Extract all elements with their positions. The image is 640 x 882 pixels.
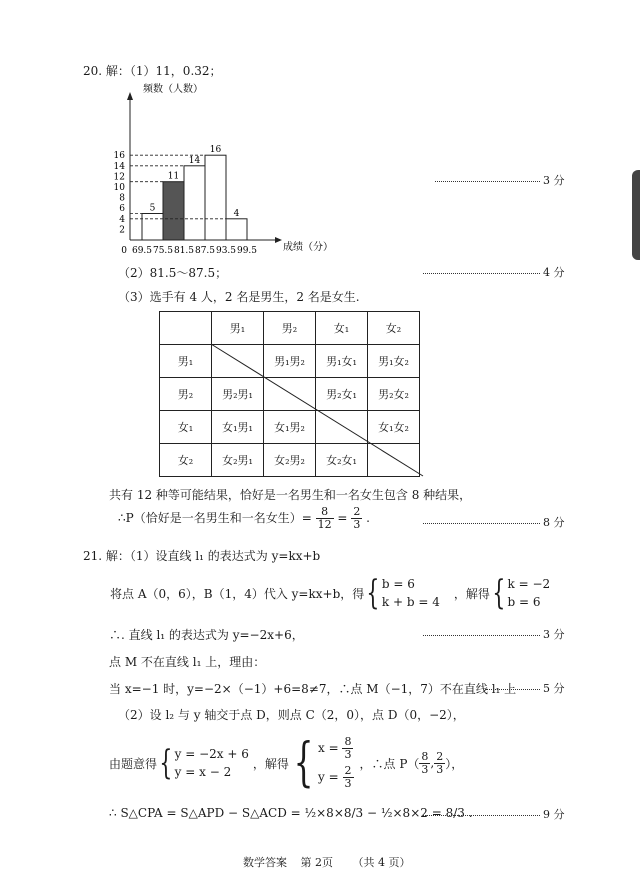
table-cell: 男₁男₂ <box>264 345 316 378</box>
left-brace: { <box>492 573 506 613</box>
solve-word: ，解得 <box>453 586 490 601</box>
left-brace: { <box>366 573 380 613</box>
period: . <box>366 511 370 525</box>
histogram-bar <box>142 214 163 241</box>
table-cell: 女₁ <box>160 411 212 444</box>
table-cell: 女₂ <box>160 444 212 477</box>
q21-score-3: 9 分 <box>423 806 565 822</box>
y-tick-label: 6 <box>119 204 125 215</box>
y-tick-label: 16 <box>113 151 125 162</box>
table-cell: 女₂ <box>368 312 420 345</box>
table-cell: 女₁男₂ <box>264 411 316 444</box>
point-p-end: ）， <box>445 756 464 771</box>
table-cell: 男₁ <box>160 345 212 378</box>
equals-sign: = <box>337 511 348 525</box>
q20-part-3: （3）选手有 4 人，2 名是男生，2 名是女生. <box>118 290 360 304</box>
table-cell: 男₂女₂ <box>368 378 420 411</box>
histogram-bar <box>163 182 184 240</box>
left-brace: { <box>293 733 314 793</box>
q20-heading: 20. 解：（1）11，0.32； <box>83 64 222 78</box>
solution-system: k = −2 b = 6 <box>507 577 551 609</box>
q20-result-line: 共有 12 种等可能结果，恰好是一名男生和一名女生包含 8 种结果， <box>109 488 472 502</box>
table-cell: 男₂ <box>264 312 316 345</box>
q20-probability <box>118 506 370 531</box>
x-axis-label: 成绩（分） <box>283 242 333 253</box>
x-tick-label: 93.5 <box>215 246 237 256</box>
y-tick-label: 14 <box>113 161 125 172</box>
point-p-label: ，∴点 P（ <box>359 756 420 771</box>
prob-prefix: ∴P（恰好是一名男生和一名女生）= <box>118 511 312 525</box>
by-question-text: 由题意得 <box>109 756 158 771</box>
fraction: $\frac{8}{12}$ <box>317 505 332 531</box>
table-cell: 男₁女₁ <box>316 345 368 378</box>
q20-score-3: 8 分 <box>423 514 565 530</box>
q20-score-1: 3 分 <box>435 172 565 188</box>
table-cell: 女₂男₁ <box>212 444 264 477</box>
diagonal-line <box>211 344 423 476</box>
histogram-bar <box>184 166 205 240</box>
footer-title: 数学答案 <box>243 856 287 869</box>
histogram-chart <box>100 78 340 258</box>
table-cell: 男₂男₁ <box>212 378 264 411</box>
table-cell: 男₁ <box>212 312 264 345</box>
table-cell: 女₂女₁ <box>316 444 368 477</box>
x-tick-label: 81.5 <box>173 246 195 256</box>
q21-line-expression: ∴. 直线 l₁ 的表达式为 y=−2x+6， <box>109 628 304 642</box>
bar-value-label: 14 <box>188 155 201 166</box>
x-tick-label: 69.5 <box>131 246 153 256</box>
y-tick-label: 2 <box>119 225 125 236</box>
solve-word: ，解得 <box>252 756 289 771</box>
x-tick-label: 99.5 <box>236 246 258 256</box>
q21-score-1: 3 分 <box>423 626 565 642</box>
page-footer <box>243 854 411 870</box>
table-cell: 男₁女₂ <box>368 345 420 378</box>
q21-score-2: 5 分 <box>486 680 565 696</box>
substitution-text: 将点 A（0，6），B（1，4）代入 y=kx+b，得 <box>110 586 365 601</box>
table-cell: 女₁ <box>316 312 368 345</box>
q21-heading: 21. 解：（1）设直线 l₁ 的表达式为 y=kx+b <box>83 549 321 563</box>
x-tick-label: 0 <box>121 246 127 256</box>
y-tick-label: 10 <box>113 183 125 193</box>
q21-system-2: 由题意得 { y = −2x + 6 y = x − 2 ，解得 { x = $\frac{8}{3}$ y = $\frac{2}{3}$ ，∴点 P（ $\frac{8}{3}$ , $\frac{2}{3}$ ）， <box>109 733 464 793</box>
q20-part-2: （2）81.5～87.5； <box>118 266 228 280</box>
table-diagonal <box>159 311 424 477</box>
left-brace: { <box>159 743 173 783</box>
q20-score-2: 4 分 <box>423 264 565 280</box>
bar-value-label: 16 <box>209 145 222 156</box>
table-cell: 女₂男₂ <box>264 444 316 477</box>
x-tick-label: 75.5 <box>152 246 174 256</box>
histogram-bar <box>226 219 247 240</box>
footer-page: 第 2页 <box>300 856 333 869</box>
bar-value-label: 5 <box>149 203 156 214</box>
q21-m-claim: 点 M 不在直线 l₁ 上，理由： <box>109 655 266 669</box>
y-axis-arrow <box>127 92 133 100</box>
q21-m-reason: 当 x=−1 时，y=−2×（−1）+6=8≠7，∴点 M（−1，7）不在直线 l₁ 上 <box>109 682 517 696</box>
x-tick-label: 87.5 <box>194 246 216 256</box>
table-cell: 女₁男₁ <box>212 411 264 444</box>
line-equations: y = −2x + 6 y = x − 2 <box>174 747 249 779</box>
y-tick-label: 4 <box>119 214 125 225</box>
table-cell: 女₁女₂ <box>368 411 420 444</box>
y-tick-label: 8 <box>119 193 125 204</box>
page-edge-tab <box>632 170 640 260</box>
y-tick-label: 12 <box>113 172 125 183</box>
bar-value-label: 4 <box>233 208 240 219</box>
q21-area: ∴ S△CPA = S△APD − S△ACD = ½×8×8/3 − ½×8×2 = 8/3 . <box>109 806 473 820</box>
q21-substitution <box>110 571 550 615</box>
histogram-bar <box>205 155 226 240</box>
fraction: $\frac{2}{3}$ <box>353 505 361 531</box>
footer-total: （共 4 页） <box>352 856 411 869</box>
equation-system: b = 6 k + b = 4 <box>381 577 440 609</box>
intersection-solution: x = $\frac{8}{3}$ y = $\frac{2}{3}$ <box>318 735 352 790</box>
table-cell: 男₂女₁ <box>316 378 368 411</box>
bar-value-label: 11 <box>167 171 180 182</box>
fraction: $\frac{8}{3}$ <box>421 749 429 776</box>
q21-part-2: （2）设 l₂ 与 y 轴交于点 D，则点 C（2，0），点 D（0，−2）， <box>118 708 465 722</box>
y-axis-label: 频数（人数） <box>143 84 203 95</box>
fraction: $\frac{2}{3}$ <box>436 749 444 776</box>
x-axis-arrow <box>275 237 282 243</box>
table-cell: 男₂ <box>160 378 212 411</box>
